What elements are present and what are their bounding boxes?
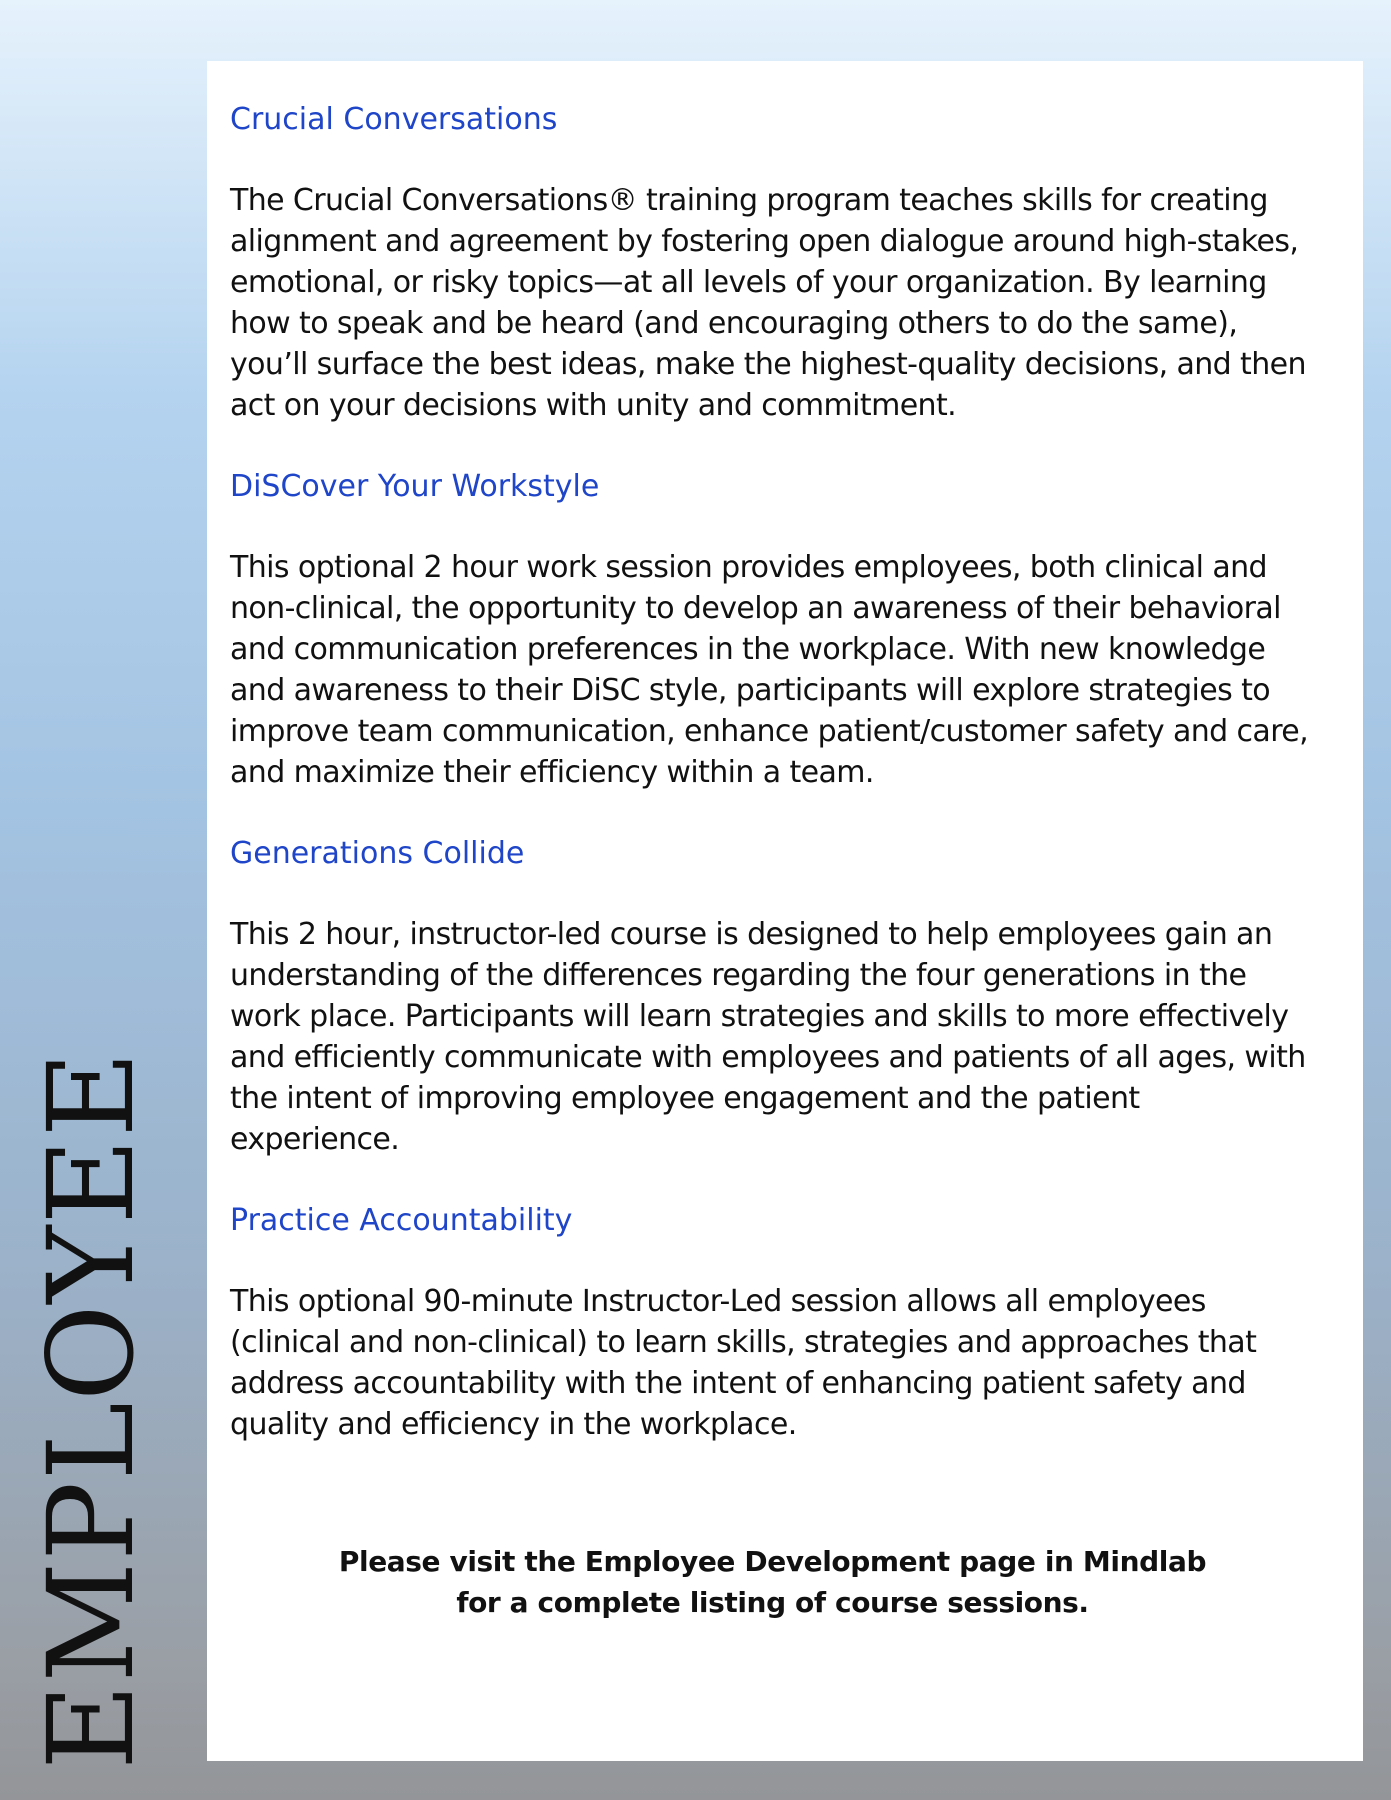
- content-panel: [207, 61, 1363, 1761]
- course-section: [230, 1200, 1315, 1445]
- course-title: Crucial Conversations: [230, 102, 558, 137]
- course-description: This optional 90-minute Instructor-Led session allows all employees (clinical and non-clinical) to learn skills, strategies and approaches that address accountability with the intent of enhancing patient safety and quality and efficiency in the workplace.: [230, 1284, 1257, 1442]
- footer-note: [230, 1541, 1315, 1623]
- course-description: The Crucial Conversations® training program teaches skills for creating alignment and agreement by fostering open dialogue around high-stakes, emotional, or risky topics—at all levels of your organization. By learning how to speak and be heard (and encouraging others to do the same), you’ll surface the best ideas, make the highest-quality decisions, and then act on your decisions with unity and commitment.: [230, 183, 1306, 423]
- footer-note-line: for a complete listing of course sessions.: [456, 1586, 1089, 1619]
- side-title-text: EMPLOYEE: [22, 1050, 161, 1770]
- course-title: DiSCover Your Workstyle: [230, 469, 600, 504]
- course-title: Practice Accountability: [230, 1203, 573, 1238]
- course-section: [230, 466, 1315, 793]
- course-section: [230, 99, 1315, 426]
- footer-note-line: Please visit the Employee Development page in Mindlab: [338, 1545, 1207, 1578]
- course-description: This 2 hour, instructor-led course is designed to help employees gain an understanding of the differences regarding the four generations in the work place. Participants will learn strategies and skills to more effectively and efficiently communicate with employees and patients of all ages, with the intent of improving employee engagement and the patient experience.: [230, 917, 1306, 1157]
- course-title: Generations Collide: [230, 836, 525, 871]
- course-section: [230, 833, 1315, 1160]
- side-title: [16, 1030, 166, 1790]
- course-description: This optional 2 hour work session provides employees, both clinical and non-clinical, the opportunity to develop an awareness of their behavioral and communication preferences in the workplace. With new knowledge and awareness to their DiSC style, participants will explore strategies to improve team communication, enhance patient/customer safety and care, and maximize their efficiency within a team.: [230, 550, 1309, 790]
